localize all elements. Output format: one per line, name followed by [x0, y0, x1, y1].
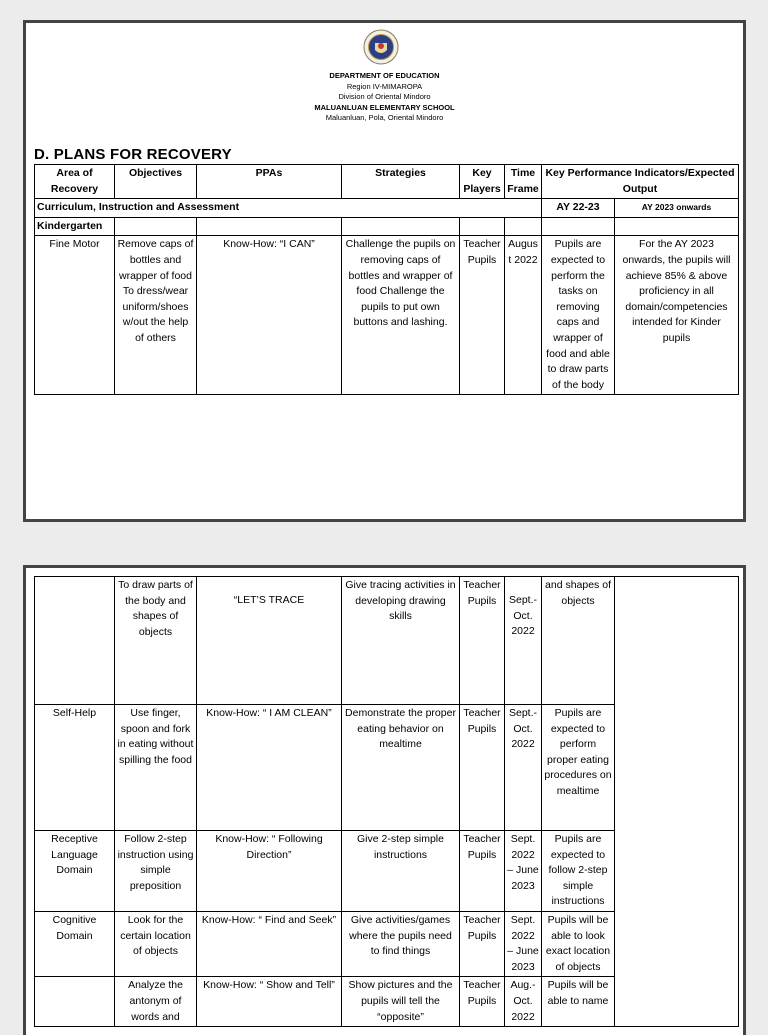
cell-time-frame: Sept.- Oct. 2022 — [505, 705, 542, 831]
table-row — [35, 236, 739, 395]
cell-time-frame: Aug.- Oct. 2022 — [505, 977, 542, 1027]
cell-objectives: Use finger, spoon and fork in eating without spilling the food — [115, 705, 197, 831]
cell-strategies: Show pictures and the pupils will tell the “opposite” — [342, 977, 460, 1027]
cell-kpi-ay23 — [615, 577, 739, 1027]
cell-ppas: “LET’S TRACE — [197, 577, 342, 705]
cell-area: Fine Motor — [35, 236, 115, 395]
cell-kpi-ay22: Pupils are expected to follow 2-step simple instructions — [542, 831, 615, 912]
document-page-1 — [23, 20, 746, 522]
section-row — [35, 199, 739, 218]
subsection-label: Kindergarten — [35, 217, 115, 236]
cell-kpi-ay23: For the AY 2023 onwards, the pupils will achieve 85% & above proficiency in all domain/competencies intended for Kinder pupils — [615, 236, 739, 395]
cell-kpi-ay22: Pupils are expected to perform proper eating procedures on mealtime — [542, 705, 615, 831]
cell-strategies: Demonstrate the proper eating behavior on mealtime — [342, 705, 460, 831]
cell-kpi-ay22: Pupils are expected to perform the tasks on removing caps and wrapper of food and able to draw parts of the body — [542, 236, 615, 395]
cell-objectives: Analyze the antonym of words and — [115, 977, 197, 1027]
cell-ppas: Know-How: “ Show and Tell” — [197, 977, 342, 1027]
cell-key-players: Teacher Pupils — [460, 236, 505, 395]
cell-key-players: Teacher Pupils — [460, 705, 505, 831]
cell-key-players: Teacher Pupils — [460, 831, 505, 912]
cell-key-players: Teacher Pupils — [460, 977, 505, 1027]
header-line: MALUANLUAN ELEMENTARY SCHOOL — [314, 102, 455, 112]
column-header-objectives: Objectives — [115, 165, 197, 199]
subsection-row — [35, 217, 739, 236]
section-label: Curriculum, Instruction and Assessment — [35, 199, 542, 218]
table-row — [35, 577, 739, 705]
header-line: DEPARTMENT OF EDUCATION — [329, 71, 440, 80]
column-header-key-players: Key Players — [460, 165, 505, 199]
cell-ppas: Know-How: “I CAN” — [197, 236, 342, 395]
cell-strategies: Challenge the pupils on removing caps of bottles and wrapper of food Challenge the pupils to put own buttons and lashing. — [342, 236, 460, 395]
header-line: Region IV-MIMAROPA — [346, 81, 423, 91]
cell-objectives: Look for the certain location of objects — [115, 911, 197, 976]
cell-strategies: Give activities/games where the pupils need to find things — [342, 911, 460, 976]
cell-area: Cognitive Domain — [35, 911, 115, 976]
cell-ppas: Know-How: “ Find and Seek” — [197, 911, 342, 976]
section-ay-22-23: AY 22-23 — [542, 199, 615, 218]
column-header-time-frame: Time Frame — [505, 165, 542, 199]
cell-objectives: To draw parts of the body and shapes of objects — [115, 577, 197, 705]
cell-strategies: Give tracing activities in developing drawing skills — [342, 577, 460, 705]
column-header-area: Area of Recovery — [35, 165, 115, 199]
cell-time-frame: Sept. 2022 – June 2023 — [505, 911, 542, 976]
cell-key-players: Teacher Pupils — [460, 911, 505, 976]
header-line: Maluanluan, Pola, Oriental Mindoro — [325, 113, 444, 122]
header-line: Division of Oriental Mindoro — [338, 92, 431, 101]
cell-area — [35, 577, 115, 705]
deped-seal-icon — [363, 29, 399, 65]
table-header-row — [35, 165, 739, 199]
column-header-strategies: Strategies — [342, 165, 460, 199]
cell-time-frame: Sept.- Oct. 2022 — [505, 577, 542, 705]
column-header-kpi: Key Performance Indicators/Expected Output — [542, 165, 739, 199]
cell-kpi-ay22: and shapes of objects — [542, 577, 615, 705]
document-page-2 — [23, 565, 746, 1035]
cell-kpi-ay22: Pupils will be able to look exact location of objects — [542, 911, 615, 976]
cell-area — [35, 977, 115, 1027]
cell-ppas: Know-How: “ Following Direction” — [197, 831, 342, 912]
cell-key-players: Teacher Pupils — [460, 577, 505, 705]
cell-kpi-ay22: Pupils will be able to name — [542, 977, 615, 1027]
cell-objectives: Follow 2-step instruction using simple preposition — [115, 831, 197, 912]
document-title: D. PLANS FOR RECOVERY — [34, 146, 232, 163]
recovery-plan-table-continued — [34, 576, 739, 1027]
cell-area: Receptive Language Domain — [35, 831, 115, 912]
cell-ppas: Know-How: “ I AM CLEAN” — [197, 705, 342, 831]
cell-time-frame: Sept. 2022 – June 2023 — [505, 831, 542, 912]
cell-area: Self-Help — [35, 705, 115, 831]
cell-strategies: Give 2-step simple instructions — [342, 831, 460, 912]
recovery-plan-table — [34, 164, 739, 395]
cell-objectives: Remove caps of bottles and wrapper of food To dress/wear uniform/shoes w/out the help of others — [115, 236, 197, 395]
cell-time-frame: August 2022 — [505, 236, 542, 395]
column-header-ppas: PPAs — [197, 165, 342, 199]
section-ay-2023-onwards: AY 2023 onwards — [615, 199, 739, 218]
document-header — [26, 71, 743, 124]
